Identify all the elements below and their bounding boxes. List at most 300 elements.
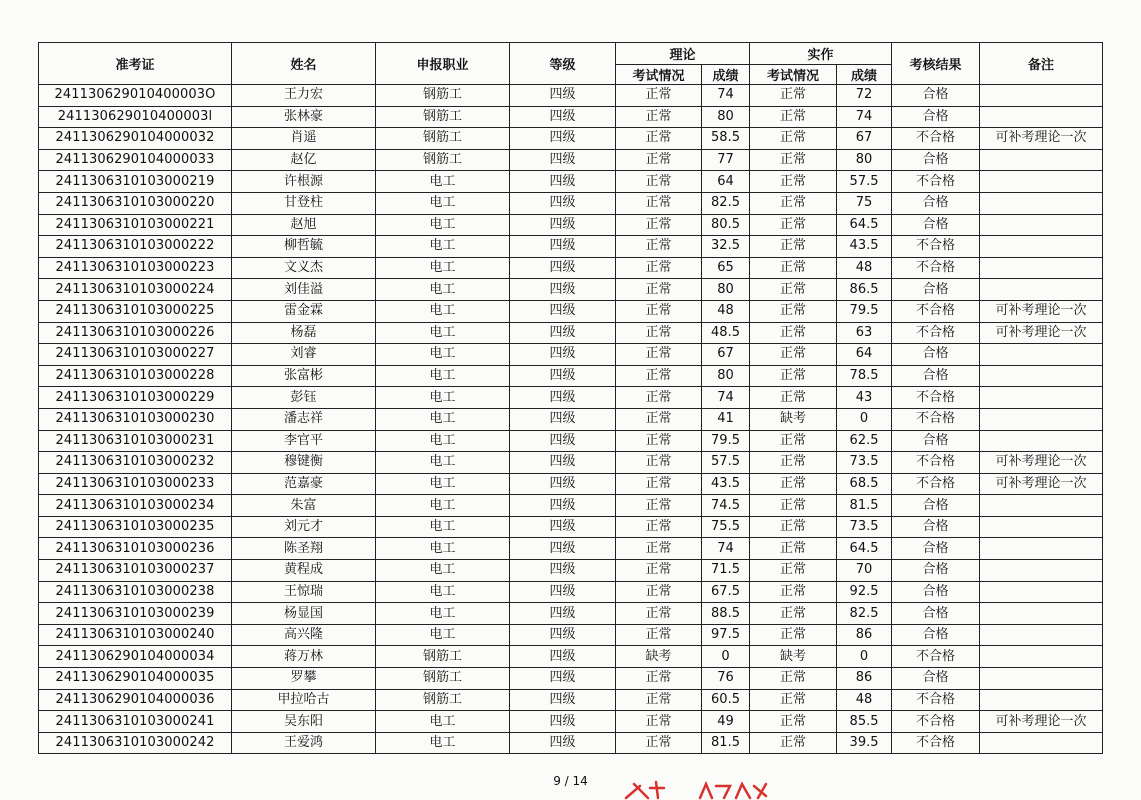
cell-name: 甘登柱 bbox=[232, 192, 376, 214]
cell-level: 四级 bbox=[510, 711, 616, 733]
cell-occupation: 钢筋工 bbox=[376, 128, 510, 150]
cell-note bbox=[980, 365, 1103, 387]
cell-exam-id: 2411306310103000229 bbox=[39, 387, 232, 409]
cell-result: 合格 bbox=[892, 279, 980, 301]
cell-practice-score: 73.5 bbox=[837, 452, 892, 474]
table-row bbox=[39, 322, 1103, 344]
cell-result: 合格 bbox=[892, 668, 980, 690]
cell-practice-status: 正常 bbox=[750, 365, 837, 387]
cell-note: 可补考理论一次 bbox=[980, 300, 1103, 322]
cell-exam-id: 2411306310103000237 bbox=[39, 560, 232, 582]
cell-theory-status: 正常 bbox=[616, 128, 702, 150]
cell-theory-status: 正常 bbox=[616, 581, 702, 603]
cell-theory-status: 正常 bbox=[616, 538, 702, 560]
cell-practice-score: 75 bbox=[837, 192, 892, 214]
table-row bbox=[39, 344, 1103, 366]
cell-exam-id: 2411306310103000219 bbox=[39, 171, 232, 193]
table-row bbox=[39, 646, 1103, 668]
cell-practice-score: 67 bbox=[837, 128, 892, 150]
cell-occupation: 电工 bbox=[376, 344, 510, 366]
cell-theory-score: 80 bbox=[702, 365, 750, 387]
cell-practice-score: 70 bbox=[837, 560, 892, 582]
cell-theory-status: 正常 bbox=[616, 236, 702, 258]
table-row bbox=[39, 473, 1103, 495]
table-row bbox=[39, 192, 1103, 214]
cell-note bbox=[980, 149, 1103, 171]
cell-theory-score: 74.5 bbox=[702, 495, 750, 517]
cell-name: 高兴隆 bbox=[232, 624, 376, 646]
cell-theory-status: 正常 bbox=[616, 365, 702, 387]
header-occupation: 申报职业 bbox=[376, 43, 510, 85]
cell-theory-status: 正常 bbox=[616, 149, 702, 171]
cell-result: 合格 bbox=[892, 624, 980, 646]
cell-result: 不合格 bbox=[892, 646, 980, 668]
cell-theory-score: 32.5 bbox=[702, 236, 750, 258]
cell-practice-score: 62.5 bbox=[837, 430, 892, 452]
cell-theory-score: 67.5 bbox=[702, 581, 750, 603]
cell-occupation: 电工 bbox=[376, 624, 510, 646]
cell-name: 肖遥 bbox=[232, 128, 376, 150]
cell-exam-id: 2411306310103000231 bbox=[39, 430, 232, 452]
cell-result: 不合格 bbox=[892, 171, 980, 193]
table-row bbox=[39, 85, 1103, 107]
cell-theory-score: 81.5 bbox=[702, 732, 750, 754]
cell-occupation: 电工 bbox=[376, 257, 510, 279]
table-row bbox=[39, 516, 1103, 538]
cell-name: 刘元才 bbox=[232, 516, 376, 538]
cell-note bbox=[980, 257, 1103, 279]
cell-result: 不合格 bbox=[892, 257, 980, 279]
cell-level: 四级 bbox=[510, 300, 616, 322]
cell-occupation: 钢筋工 bbox=[376, 106, 510, 128]
header-theory-score: 成绩 bbox=[702, 65, 750, 85]
table-row bbox=[39, 408, 1103, 430]
cell-theory-status: 正常 bbox=[616, 473, 702, 495]
cell-name: 刘睿 bbox=[232, 344, 376, 366]
cell-level: 四级 bbox=[510, 646, 616, 668]
cell-practice-score: 64.5 bbox=[837, 538, 892, 560]
cell-occupation: 电工 bbox=[376, 279, 510, 301]
cell-exam-id: 2411306310103000240 bbox=[39, 624, 232, 646]
cell-practice-status: 缺考 bbox=[750, 646, 837, 668]
table-row bbox=[39, 365, 1103, 387]
cell-level: 四级 bbox=[510, 452, 616, 474]
cell-name: 潘志祥 bbox=[232, 408, 376, 430]
cell-practice-score: 0 bbox=[837, 646, 892, 668]
cell-practice-score: 64.5 bbox=[837, 214, 892, 236]
cell-theory-score: 74 bbox=[702, 538, 750, 560]
cell-note bbox=[980, 279, 1103, 301]
header-result: 考核结果 bbox=[892, 43, 980, 85]
cell-practice-status: 正常 bbox=[750, 581, 837, 603]
cell-exam-id: 2411306310103000224 bbox=[39, 279, 232, 301]
cell-level: 四级 bbox=[510, 668, 616, 690]
cell-practice-score: 86 bbox=[837, 624, 892, 646]
cell-theory-status: 正常 bbox=[616, 624, 702, 646]
cell-exam-id: 2411306310103000222 bbox=[39, 236, 232, 258]
cell-practice-status: 正常 bbox=[750, 149, 837, 171]
cell-theory-status: 正常 bbox=[616, 322, 702, 344]
cell-exam-id: 2411306310103000230 bbox=[39, 408, 232, 430]
cell-practice-score: 86.5 bbox=[837, 279, 892, 301]
cell-occupation: 电工 bbox=[376, 214, 510, 236]
cell-note bbox=[980, 624, 1103, 646]
cell-practice-score: 79.5 bbox=[837, 300, 892, 322]
cell-exam-id: 2411306290104000034 bbox=[39, 646, 232, 668]
cell-practice-score: 73.5 bbox=[837, 516, 892, 538]
cell-exam-id: 2411306310103000226 bbox=[39, 322, 232, 344]
cell-practice-score: 57.5 bbox=[837, 171, 892, 193]
cell-theory-score: 64 bbox=[702, 171, 750, 193]
cell-level: 四级 bbox=[510, 732, 616, 754]
cell-occupation: 电工 bbox=[376, 473, 510, 495]
cell-occupation: 电工 bbox=[376, 387, 510, 409]
header-level: 等级 bbox=[510, 43, 616, 85]
cell-name: 朱富 bbox=[232, 495, 376, 517]
cell-practice-status: 正常 bbox=[750, 236, 837, 258]
cell-result: 不合格 bbox=[892, 387, 980, 409]
cell-level: 四级 bbox=[510, 257, 616, 279]
cell-result: 不合格 bbox=[892, 473, 980, 495]
cell-theory-status: 正常 bbox=[616, 516, 702, 538]
cell-note bbox=[980, 538, 1103, 560]
cell-occupation: 电工 bbox=[376, 408, 510, 430]
cell-practice-status: 正常 bbox=[750, 560, 837, 582]
cell-theory-status: 正常 bbox=[616, 214, 702, 236]
cell-occupation: 钢筋工 bbox=[376, 149, 510, 171]
cell-theory-status: 正常 bbox=[616, 689, 702, 711]
cell-name: 穆键衡 bbox=[232, 452, 376, 474]
cell-theory-score: 82.5 bbox=[702, 192, 750, 214]
cell-name: 蒋万林 bbox=[232, 646, 376, 668]
cell-theory-score: 74 bbox=[702, 85, 750, 107]
table-row bbox=[39, 603, 1103, 625]
table-row bbox=[39, 387, 1103, 409]
cell-name: 杨显国 bbox=[232, 603, 376, 625]
cell-result: 不合格 bbox=[892, 408, 980, 430]
cell-practice-score: 0 bbox=[837, 408, 892, 430]
cell-theory-score: 76 bbox=[702, 668, 750, 690]
cell-exam-id: 2411306310103000225 bbox=[39, 300, 232, 322]
table-row bbox=[39, 668, 1103, 690]
cell-occupation: 电工 bbox=[376, 711, 510, 733]
cell-note bbox=[980, 689, 1103, 711]
cell-practice-status: 正常 bbox=[750, 192, 837, 214]
table-row bbox=[39, 128, 1103, 150]
cell-level: 四级 bbox=[510, 473, 616, 495]
cell-note: 可补考理论一次 bbox=[980, 128, 1103, 150]
cell-occupation: 电工 bbox=[376, 365, 510, 387]
cell-practice-status: 正常 bbox=[750, 516, 837, 538]
cell-level: 四级 bbox=[510, 344, 616, 366]
cell-level: 四级 bbox=[510, 624, 616, 646]
cell-practice-status: 正常 bbox=[750, 171, 837, 193]
cell-practice-score: 63 bbox=[837, 322, 892, 344]
cell-name: 刘佳溢 bbox=[232, 279, 376, 301]
cell-result: 合格 bbox=[892, 516, 980, 538]
cell-theory-status: 正常 bbox=[616, 279, 702, 301]
cell-exam-id: 2411306310103000232 bbox=[39, 452, 232, 474]
cell-theory-status: 正常 bbox=[616, 668, 702, 690]
cell-occupation: 电工 bbox=[376, 581, 510, 603]
cell-exam-id: 2411306310103000221 bbox=[39, 214, 232, 236]
cell-theory-score: 67 bbox=[702, 344, 750, 366]
cell-name: 杨磊 bbox=[232, 322, 376, 344]
cell-note bbox=[980, 192, 1103, 214]
table-row bbox=[39, 430, 1103, 452]
cell-level: 四级 bbox=[510, 430, 616, 452]
cell-theory-status: 正常 bbox=[616, 408, 702, 430]
cell-result: 不合格 bbox=[892, 300, 980, 322]
cell-practice-status: 正常 bbox=[750, 214, 837, 236]
cell-occupation: 电工 bbox=[376, 236, 510, 258]
cell-theory-score: 0 bbox=[702, 646, 750, 668]
cell-practice-score: 39.5 bbox=[837, 732, 892, 754]
cell-practice-status: 正常 bbox=[750, 387, 837, 409]
cell-note bbox=[980, 668, 1103, 690]
cell-note bbox=[980, 732, 1103, 754]
cell-note bbox=[980, 408, 1103, 430]
cell-theory-score: 97.5 bbox=[702, 624, 750, 646]
cell-name: 赵旭 bbox=[232, 214, 376, 236]
cell-theory-status: 正常 bbox=[616, 495, 702, 517]
cell-note bbox=[980, 516, 1103, 538]
cell-result: 合格 bbox=[892, 538, 980, 560]
cell-practice-status: 正常 bbox=[750, 603, 837, 625]
cell-theory-score: 48.5 bbox=[702, 322, 750, 344]
cell-result: 合格 bbox=[892, 149, 980, 171]
cell-name: 王惊瑞 bbox=[232, 581, 376, 603]
cell-exam-id: 2411306310103000233 bbox=[39, 473, 232, 495]
cell-level: 四级 bbox=[510, 560, 616, 582]
cell-level: 四级 bbox=[510, 236, 616, 258]
cell-level: 四级 bbox=[510, 689, 616, 711]
cell-note bbox=[980, 344, 1103, 366]
cell-level: 四级 bbox=[510, 192, 616, 214]
cell-theory-status: 正常 bbox=[616, 560, 702, 582]
cell-occupation: 电工 bbox=[376, 430, 510, 452]
cell-theory-score: 79.5 bbox=[702, 430, 750, 452]
cell-exam-id: 2411306310103000228 bbox=[39, 365, 232, 387]
cell-occupation: 电工 bbox=[376, 452, 510, 474]
cell-practice-score: 72 bbox=[837, 85, 892, 107]
cell-level: 四级 bbox=[510, 322, 616, 344]
cell-practice-status: 缺考 bbox=[750, 408, 837, 430]
cell-practice-score: 48 bbox=[837, 257, 892, 279]
table-row bbox=[39, 711, 1103, 733]
cell-note bbox=[980, 646, 1103, 668]
cell-exam-id: 241130629010400003O bbox=[39, 85, 232, 107]
cell-practice-status: 正常 bbox=[750, 452, 837, 474]
cell-name: 王爱鸿 bbox=[232, 732, 376, 754]
header-exam-id: 准考证 bbox=[39, 43, 232, 85]
table-row bbox=[39, 689, 1103, 711]
cell-level: 四级 bbox=[510, 581, 616, 603]
header-practice-score: 成绩 bbox=[837, 65, 892, 85]
cell-exam-id: 2411306310103000238 bbox=[39, 581, 232, 603]
cell-theory-status: 正常 bbox=[616, 171, 702, 193]
cell-theory-score: 65 bbox=[702, 257, 750, 279]
cell-practice-score: 43 bbox=[837, 387, 892, 409]
cell-exam-id: 2411306290104000033 bbox=[39, 149, 232, 171]
cell-exam-id: 2411306310103000223 bbox=[39, 257, 232, 279]
header-theory: 理论 bbox=[616, 43, 750, 65]
header-note: 备注 bbox=[980, 43, 1103, 85]
page-number: 9 / 14 bbox=[553, 774, 588, 788]
table-row bbox=[39, 538, 1103, 560]
cell-theory-status: 正常 bbox=[616, 300, 702, 322]
cell-level: 四级 bbox=[510, 214, 616, 236]
cell-exam-id: 2411306290104000032 bbox=[39, 128, 232, 150]
cell-occupation: 电工 bbox=[376, 603, 510, 625]
cell-name: 李官平 bbox=[232, 430, 376, 452]
cell-level: 四级 bbox=[510, 603, 616, 625]
cell-theory-status: 正常 bbox=[616, 452, 702, 474]
cell-practice-score: 43.5 bbox=[837, 236, 892, 258]
cell-result: 不合格 bbox=[892, 689, 980, 711]
cell-practice-status: 正常 bbox=[750, 668, 837, 690]
table-row bbox=[39, 171, 1103, 193]
cell-practice-score: 86 bbox=[837, 668, 892, 690]
cell-note bbox=[980, 581, 1103, 603]
cell-occupation: 钢筋工 bbox=[376, 689, 510, 711]
cell-theory-status: 正常 bbox=[616, 603, 702, 625]
cell-note bbox=[980, 387, 1103, 409]
cell-result: 合格 bbox=[892, 85, 980, 107]
cell-exam-id: 241130629010400003l bbox=[39, 106, 232, 128]
cell-practice-score: 82.5 bbox=[837, 603, 892, 625]
cell-result: 合格 bbox=[892, 214, 980, 236]
cell-name: 文义杰 bbox=[232, 257, 376, 279]
cell-theory-status: 正常 bbox=[616, 387, 702, 409]
cell-note: 可补考理论一次 bbox=[980, 452, 1103, 474]
cell-theory-score: 60.5 bbox=[702, 689, 750, 711]
cell-theory-score: 41 bbox=[702, 408, 750, 430]
cell-practice-score: 64 bbox=[837, 344, 892, 366]
cell-result: 合格 bbox=[892, 560, 980, 582]
cell-note bbox=[980, 214, 1103, 236]
cell-practice-score: 74 bbox=[837, 106, 892, 128]
cell-exam-id: 2411306310103000227 bbox=[39, 344, 232, 366]
table-row bbox=[39, 214, 1103, 236]
cell-exam-id: 2411306310103000234 bbox=[39, 495, 232, 517]
cell-theory-status: 正常 bbox=[616, 732, 702, 754]
cell-level: 四级 bbox=[510, 106, 616, 128]
cell-level: 四级 bbox=[510, 538, 616, 560]
table-header bbox=[39, 43, 1103, 85]
cell-occupation: 电工 bbox=[376, 192, 510, 214]
cell-practice-status: 正常 bbox=[750, 344, 837, 366]
cell-result: 合格 bbox=[892, 106, 980, 128]
cell-theory-status: 正常 bbox=[616, 85, 702, 107]
cell-result: 不合格 bbox=[892, 236, 980, 258]
cell-theory-status: 正常 bbox=[616, 257, 702, 279]
cell-practice-status: 正常 bbox=[750, 689, 837, 711]
cell-practice-status: 正常 bbox=[750, 106, 837, 128]
cell-exam-id: 2411306310103000220 bbox=[39, 192, 232, 214]
cell-practice-status: 正常 bbox=[750, 300, 837, 322]
cell-theory-score: 80.5 bbox=[702, 214, 750, 236]
table-row bbox=[39, 149, 1103, 171]
cell-level: 四级 bbox=[510, 149, 616, 171]
cell-level: 四级 bbox=[510, 516, 616, 538]
cell-practice-score: 78.5 bbox=[837, 365, 892, 387]
cell-exam-id: 2411306310103000235 bbox=[39, 516, 232, 538]
cell-exam-id: 2411306310103000242 bbox=[39, 732, 232, 754]
cell-theory-score: 80 bbox=[702, 106, 750, 128]
table-row bbox=[39, 581, 1103, 603]
cell-theory-score: 80 bbox=[702, 279, 750, 301]
table-row bbox=[39, 624, 1103, 646]
seal-stamp-fragment bbox=[620, 780, 790, 800]
cell-practice-score: 81.5 bbox=[837, 495, 892, 517]
cell-level: 四级 bbox=[510, 128, 616, 150]
table-row bbox=[39, 300, 1103, 322]
cell-practice-status: 正常 bbox=[750, 430, 837, 452]
cell-note bbox=[980, 495, 1103, 517]
cell-result: 不合格 bbox=[892, 322, 980, 344]
cell-note: 可补考理论一次 bbox=[980, 473, 1103, 495]
cell-theory-score: 74 bbox=[702, 387, 750, 409]
table-row bbox=[39, 560, 1103, 582]
cell-occupation: 电工 bbox=[376, 322, 510, 344]
cell-name: 彭钰 bbox=[232, 387, 376, 409]
cell-occupation: 电工 bbox=[376, 171, 510, 193]
table-row bbox=[39, 732, 1103, 754]
cell-result: 不合格 bbox=[892, 452, 980, 474]
header-name: 姓名 bbox=[232, 43, 376, 85]
cell-exam-id: 2411306290104000036 bbox=[39, 689, 232, 711]
cell-theory-status: 正常 bbox=[616, 711, 702, 733]
cell-theory-status: 正常 bbox=[616, 192, 702, 214]
cell-theory-status: 正常 bbox=[616, 344, 702, 366]
cell-level: 四级 bbox=[510, 171, 616, 193]
cell-occupation: 电工 bbox=[376, 732, 510, 754]
cell-exam-id: 2411306310103000239 bbox=[39, 603, 232, 625]
cell-level: 四级 bbox=[510, 279, 616, 301]
cell-name: 雷金霖 bbox=[232, 300, 376, 322]
cell-note bbox=[980, 106, 1103, 128]
cell-exam-id: 2411306310103000236 bbox=[39, 538, 232, 560]
table-row bbox=[39, 257, 1103, 279]
table-row bbox=[39, 495, 1103, 517]
cell-occupation: 电工 bbox=[376, 538, 510, 560]
cell-name: 罗攀 bbox=[232, 668, 376, 690]
cell-practice-status: 正常 bbox=[750, 711, 837, 733]
cell-exam-id: 2411306310103000241 bbox=[39, 711, 232, 733]
cell-occupation: 电工 bbox=[376, 560, 510, 582]
cell-name: 张富彬 bbox=[232, 365, 376, 387]
cell-practice-status: 正常 bbox=[750, 732, 837, 754]
cell-name: 张林豪 bbox=[232, 106, 376, 128]
cell-note bbox=[980, 560, 1103, 582]
cell-practice-status: 正常 bbox=[750, 495, 837, 517]
cell-name: 甲拉哈古 bbox=[232, 689, 376, 711]
cell-name: 黄程成 bbox=[232, 560, 376, 582]
header-practice-status: 考试情况 bbox=[750, 65, 837, 85]
cell-theory-score: 75.5 bbox=[702, 516, 750, 538]
table-row bbox=[39, 236, 1103, 258]
cell-occupation: 钢筋工 bbox=[376, 85, 510, 107]
cell-theory-score: 88.5 bbox=[702, 603, 750, 625]
table-row bbox=[39, 106, 1103, 128]
cell-result: 不合格 bbox=[892, 711, 980, 733]
cell-level: 四级 bbox=[510, 408, 616, 430]
cell-practice-score: 85.5 bbox=[837, 711, 892, 733]
cell-practice-status: 正常 bbox=[750, 473, 837, 495]
cell-theory-score: 49 bbox=[702, 711, 750, 733]
cell-note: 可补考理论一次 bbox=[980, 711, 1103, 733]
